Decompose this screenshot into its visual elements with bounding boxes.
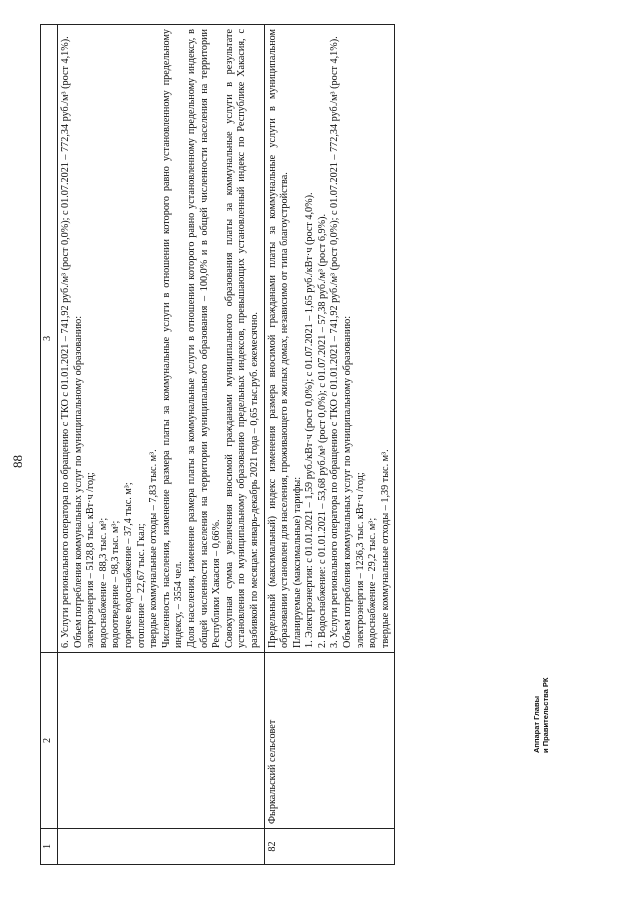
text-line: 1. Электроэнергия: с 01.01.2021 – 1,59 руб./кВт·ч (рост 0,0%); с 01.07.2021 – 1,65 руб./кВт·ч (рост 4,0%). (304, 192, 316, 648)
row-number (58, 829, 265, 865)
stamp-line: и Правительства РК (541, 677, 550, 753)
text-line: электроэнергия – 1236,3 тыс. кВт·ч /год; (354, 472, 366, 648)
text-line: водоснабжение – 29,2 тыс. м³; (367, 517, 379, 648)
text-line: Объем потребления коммунальных услуг по муниципальному образованию: (342, 315, 354, 648)
row-number: 82 (264, 829, 395, 865)
table-row (58, 25, 265, 865)
stamp-line: Аппарат Главы (532, 696, 541, 753)
text-line: водоотведение – 98,3 тыс. м³; (110, 520, 122, 648)
page-number: 88 (10, 455, 25, 468)
text-line: 3. Услуги регионального оператора по обращению с ТКО с 01.01.2021 – 741,92 руб./м³ (рост 0,0%); с 01.07.2021 – 772,34 руб./м³ (рост 4,1%). (329, 36, 341, 648)
office-stamp (532, 678, 550, 753)
row-text (58, 25, 265, 653)
row-text (264, 25, 395, 653)
text-line: Численность населения, изменение размера платы за коммунальные услуги в отношении которого равно установленному предельному индексу, – 3554 чел. (160, 29, 185, 648)
text-line: 6. Услуги регионального оператора по обращению с ТКО с 01.01.2021 – 741,92 руб./м³ (рост 0,0%); с 01.07.2021 – 772,34 руб./м³ (рост 4,1%). (60, 36, 71, 648)
text-line: водоснабжение – 88,3 тыс. м³; (97, 517, 109, 648)
header-col-3: 3 (41, 25, 58, 653)
tariff-table (40, 24, 395, 865)
table-header-row (41, 25, 58, 865)
text-line: отопление – 22,67 тыс. Гкал; (135, 523, 147, 648)
header-col-1: 1 (41, 829, 58, 865)
municipality-name (58, 653, 265, 829)
text-line: 2. Водоснабжение: с 01.01.2021 – 53,68 руб./м³ (рост 0,0%); с 01.07.2021 – 57,38 руб./м³ (рост 6,9%). (316, 213, 328, 648)
text-line: твердые коммунальные отходы – 1,39 тыс. м³. (379, 449, 391, 648)
text-line: Объем потребления коммунальных услуг по муниципальному образованию: (72, 315, 84, 648)
text-line: Планируемые (максимальные) тарифы: (291, 476, 303, 648)
header-col-2: 2 (41, 653, 58, 829)
text-line: Совокупная сумма увеличения вносимой гражданами муниципального образования платы за коммунальные услуги в результате установления по муниципальному образованию предельных индексов, превышающих установленный индекс по Республике Хакасия, с разбивкой по месяцам: январь-декабрь 2021 года – 0,65 тыс.руб. ежемесячно. (223, 29, 260, 648)
text-line: горячее водоснабжение – 37,4 тыс. м³; (122, 482, 134, 648)
text-line: Предельный (максимальный) индекс изменения размера вносимой гражданами платы за коммунальные услуги в муниципальном образовании установлен для населения, проживающего в жилых домах, независимо от типа благоустройства. (266, 29, 291, 648)
text-line: Доля населения, изменение размера платы за коммунальные услуги в отношении которого равно установленному предельному индексу, в общей численности населения на территории муниципального образования – 100,0% и в общей численности населения на территории Республики Хакасия – 0,66%. (185, 29, 223, 648)
text-line: электроэнергия – 5128,8 тыс. кВт·ч /год; (85, 472, 97, 648)
municipality-name: Фыркальский сельсовет (264, 653, 395, 829)
table-row (264, 25, 395, 865)
text-line: твердые коммунальные отходы – 7,83 тыс. м³. (148, 449, 160, 648)
